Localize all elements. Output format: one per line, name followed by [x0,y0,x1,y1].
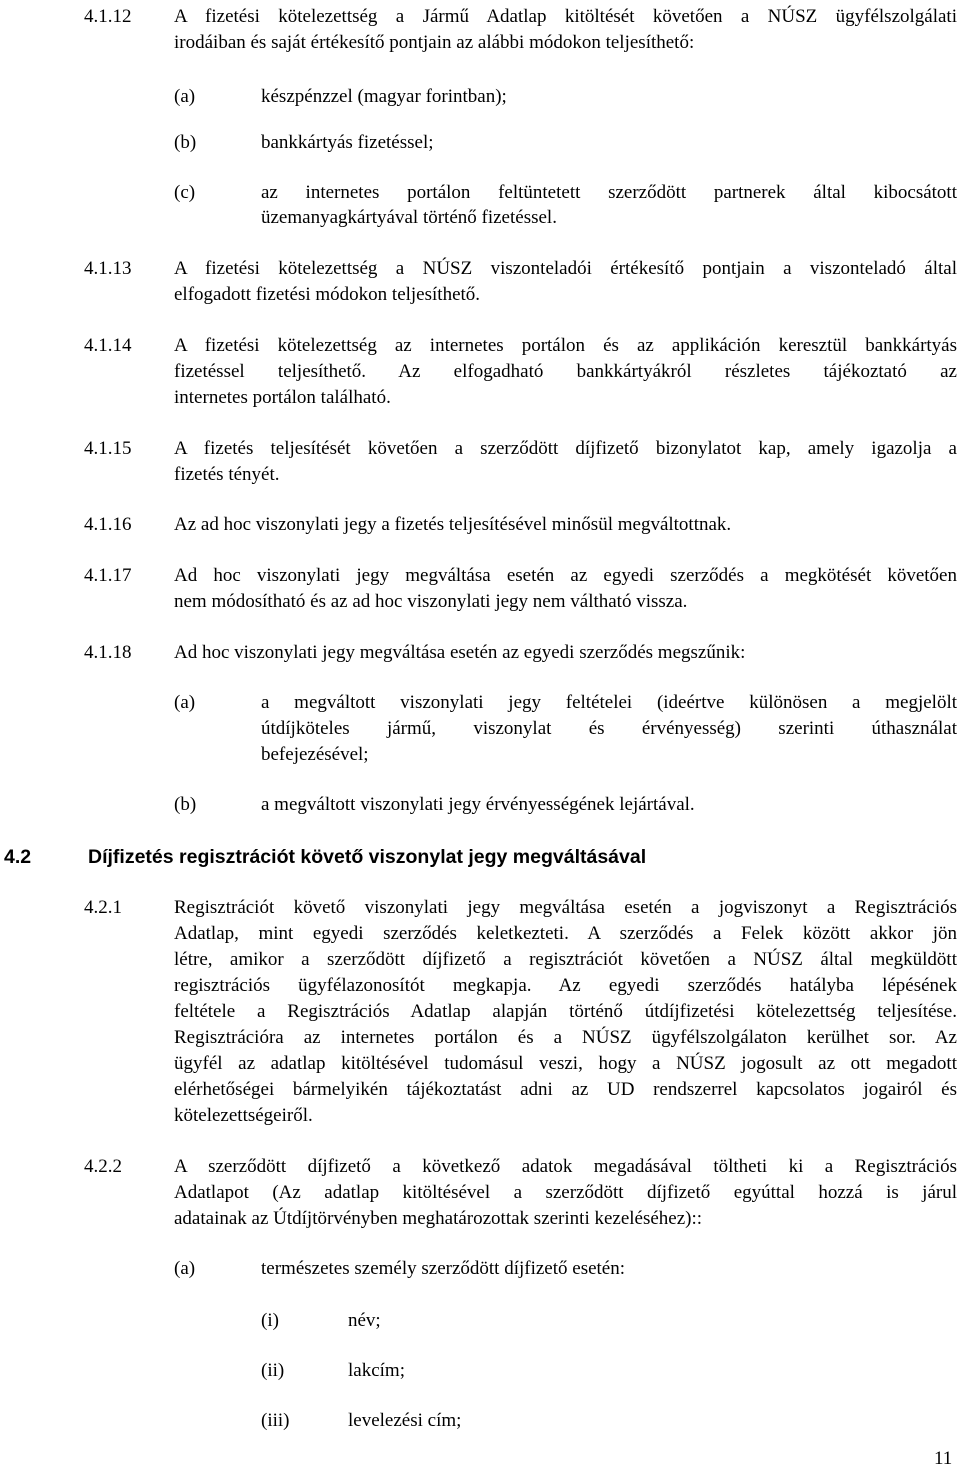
list-item: készpénzzel (magyar forintban); [261,86,507,107]
item-label: (a) [174,692,196,713]
paragraph-line: nem módosítható és az ad hoc viszonylati jegy nem váltható vissza. [174,591,688,612]
section-number: 4.1.18 [84,642,132,663]
section-number: 4.1.17 [84,565,132,586]
section-number: 4.1.15 [84,438,132,459]
paragraph-line: irodáiban és saját értékesítő pontjain az alábbi módokon teljesíthető: [174,32,695,53]
subitem-label: (i) [261,1310,279,1331]
paragraph-line: elfogadott fizetési módokon teljesíthető. [174,284,481,305]
paragraph-line: internetes portálon található. [174,387,391,408]
list-item: a megváltott viszonylati jegy érvényességének lejártával. [261,794,695,815]
paragraph-line: ügyfél az adatlap kitöltésével tudomásul veszi, hogy a NÚSZ jogosult az ott megadott [174,1053,957,1074]
section-number: 4.1.16 [84,514,132,535]
paragraph-line: Adatlapot (Az adatlap kitöltésével a szerződött díjfizető egyúttal hozzá is járul [174,1182,957,1203]
item-label: (a) [174,1258,196,1279]
list-item: a megváltott viszonylati jegy feltételei (ideértve különösen a megjelölt [261,692,957,713]
list-item: üzemanyagkártyával történő fizetéssel. [261,207,557,228]
section-number: 4.1.13 [84,258,132,279]
paragraph-line: fizetés tényét. [174,464,280,485]
item-label: (c) [174,182,196,203]
paragraph-line: adatainak az Útdíjtörvényben meghatározottak szerinti kezeléséhez):: [174,1208,703,1229]
section-number: 4.2.1 [84,897,122,918]
item-label: (b) [174,132,197,153]
list-item: az internetes portálon feltüntetett szerződött partnerek által kibocsátott [261,182,957,203]
paragraph-line: Ad hoc viszonylati jegy megváltása esetén az egyedi szerződés a megkötését követően [174,565,957,586]
list-item: természetes személy szerződött díjfizető esetén: [261,1258,626,1279]
subitem-label: (iii) [261,1410,290,1431]
paragraph-line: A fizetési kötelezettség az internetes portálon és az applikáción keresztül bankkártyás [174,335,957,356]
page-number: 11 [934,1448,953,1469]
paragraph-line: Regisztrációt követő viszonylati jegy megváltása esetén a jogviszonyt a Regisztrációs [174,897,957,918]
paragraph-line: A fizetés teljesítését követően a szerződött díjfizető bizonylatot kap, amely igazolja a [174,438,957,459]
paragraph-line: kötelezettségeiről. [174,1105,313,1126]
subitem-label: (ii) [261,1360,285,1381]
item-label: (a) [174,86,196,107]
list-item: bankkártyás fizetéssel; [261,132,434,153]
paragraph-line: Az ad hoc viszonylati jegy a fizetés teljesítésével minősül megváltottnak. [174,514,732,535]
item-label: (b) [174,794,197,815]
subitem: levelezési cím; [348,1410,462,1431]
paragraph-line: A fizetési kötelezettség a Jármű Adatlap kitöltését követően a NÚSZ ügyfélszolgálati [174,6,957,27]
paragraph-line: feltétele a Regisztrációs Adatlap alapján történő útdíjfizetési kötelezettség teljesítése. [174,1001,957,1022]
paragraph-line: Regisztrációra az internetes portálon és a NÚSZ ügyfélszolgálaton kerülhet sor. Az [174,1027,957,1048]
paragraph-line: Ad hoc viszonylati jegy megváltása esetén az egyedi szerződés megszűnik: [174,642,746,663]
paragraph-line: regisztrációs ügyfélazonosítót megkapja. Az egyedi szerződés hatályba lépésének [174,975,957,996]
paragraph-line: A szerződött díjfizető a következő adatok megadásával töltheti ki a Regisztrációs [174,1156,957,1177]
list-item: útdíjköteles jármű, viszonylat és érvényesség) szerinti úthasználat [261,718,957,739]
paragraph-line: létre, amikor a szerződött díjfizető a regisztrációt követően a NÚSZ által megküldött [174,949,957,970]
section-number: 4.1.12 [84,6,132,27]
list-item: befejezésével; [261,744,369,765]
paragraph-line: Adatlap, mint egyedi szerződés keletkezteti. A szerződés a Felek között akkor jön [174,923,957,944]
paragraph-line: A fizetési kötelezettség a NÚSZ viszonteladói értékesítő pontjain a viszonteladó által [174,258,957,279]
section-heading: Díjfizetés regisztrációt követő viszonylat jegy megváltásával [88,846,647,868]
section-number: 4.1.14 [84,335,132,356]
section-number: 4.2.2 [84,1156,122,1177]
subitem: lakcím; [348,1360,405,1381]
paragraph-line: fizetéssel teljesíthető. Az elfogadható bankkártyákról részletes tájékoztató az [174,361,957,382]
subitem: név; [348,1310,381,1331]
section-heading-number: 4.2 [4,846,32,868]
paragraph-line: elérhetőségei bármelyikén tájékoztatást adni az UD rendszerrel kapcsolatos jogairól és [174,1079,957,1100]
